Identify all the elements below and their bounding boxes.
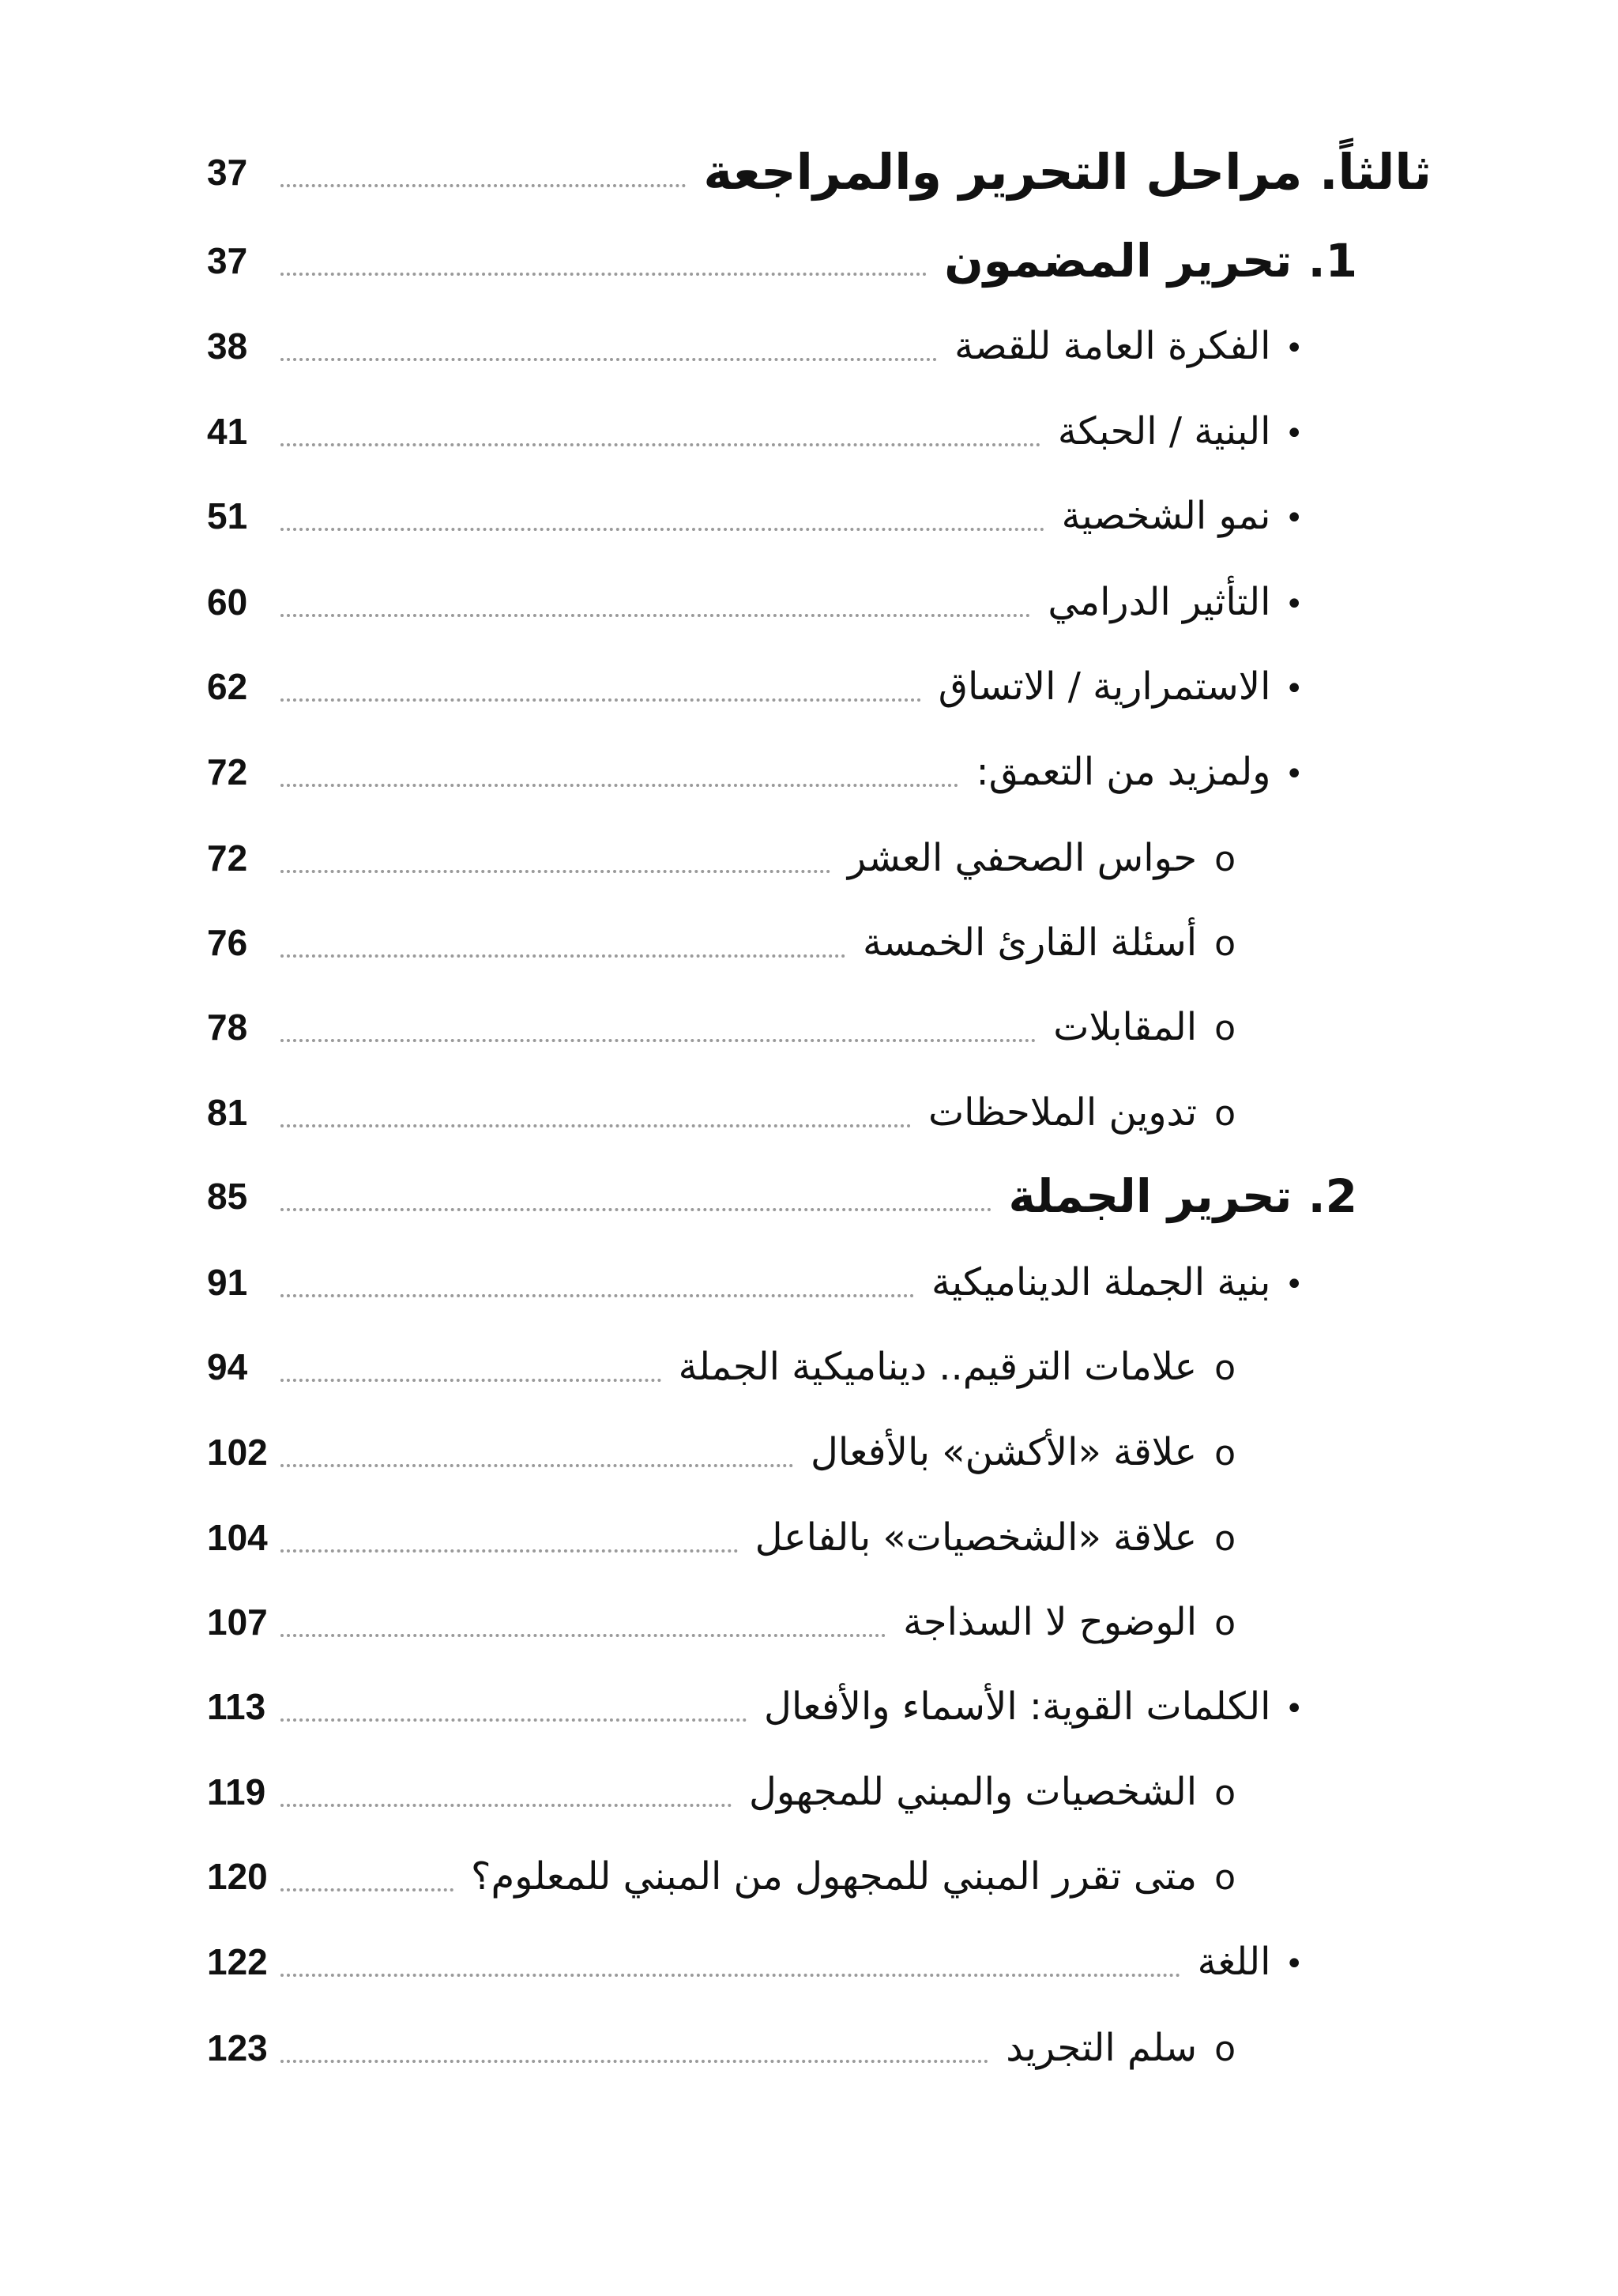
toc-dot-leader bbox=[280, 954, 845, 958]
toc-entry-text: أسئلة القارئ الخمسة bbox=[863, 920, 1198, 965]
toc-bullet-icon: o bbox=[1214, 1773, 1236, 1813]
toc-dot-leader bbox=[280, 1379, 661, 1382]
toc-bullet-icon: • bbox=[1285, 586, 1304, 623]
toc-page-number: 81 bbox=[207, 1092, 248, 1133]
toc-bullet-icon: o bbox=[1214, 2029, 1236, 2069]
toc-page-number: 37 bbox=[207, 152, 248, 193]
toc-entry-text: التأثير الدرامي bbox=[1048, 580, 1271, 624]
toc-dot-leader bbox=[280, 1549, 738, 1553]
toc-bullet-icon: • bbox=[1285, 1946, 1304, 1982]
toc-dot-leader bbox=[280, 1294, 914, 1297]
toc-entry-title bbox=[1062, 472, 1304, 559]
toc-entry-title bbox=[954, 303, 1304, 390]
toc-entry-text: الفكرة العامة للقصة bbox=[954, 324, 1271, 368]
toc-entry-text: المقابلات bbox=[1053, 1005, 1198, 1049]
toc-entry-text: الاستمرارية / الاتساق bbox=[938, 664, 1271, 709]
toc-dot-leader bbox=[280, 1039, 1036, 1042]
toc-bullet-icon: o bbox=[1214, 1603, 1236, 1643]
toc-entry-title bbox=[928, 1069, 1236, 1156]
toc-entry bbox=[0, 643, 1618, 730]
toc-page-number: 37 bbox=[207, 240, 248, 281]
toc-bullet-icon: • bbox=[1285, 330, 1304, 367]
toc-entry-title bbox=[903, 1579, 1236, 1666]
toc-entry-text: 1. تحرير المضمون bbox=[944, 234, 1357, 288]
toc-page-number: 72 bbox=[207, 751, 248, 792]
toc-entry bbox=[0, 2004, 1618, 2091]
toc-page-number: 123 bbox=[207, 2027, 268, 2068]
toc-page-number: 91 bbox=[207, 1262, 248, 1303]
toc-entry-text: اللغة bbox=[1197, 1940, 1271, 1984]
toc-entry bbox=[0, 129, 1618, 216]
toc-entry bbox=[0, 388, 1618, 475]
toc-entry bbox=[0, 217, 1618, 304]
toc-entry-text: الشخصيات والمبني للمجهول bbox=[748, 1770, 1198, 1814]
toc-entry bbox=[0, 1323, 1618, 1410]
toc-entry-title bbox=[811, 1409, 1236, 1496]
toc-bullet-icon: o bbox=[1214, 839, 1236, 879]
toc-bullet-icon: o bbox=[1214, 1008, 1236, 1048]
toc-page-number: 76 bbox=[207, 922, 248, 963]
toc-page-number: 107 bbox=[207, 1602, 268, 1643]
toc-dot-leader bbox=[280, 2060, 988, 2063]
toc-entry-title bbox=[1198, 1918, 1304, 2005]
toc-bullet-icon: o bbox=[1214, 1348, 1236, 1388]
toc-entry bbox=[0, 1663, 1618, 1750]
toc-entry-title bbox=[976, 728, 1304, 815]
toc-entry bbox=[0, 899, 1618, 986]
toc-entry-text: ولمزيد من التعمق: bbox=[976, 750, 1271, 794]
toc-entry-title bbox=[471, 1833, 1236, 1920]
toc-entry bbox=[0, 1494, 1618, 1581]
toc-dot-leader bbox=[280, 1974, 1180, 1977]
toc-page-number: 85 bbox=[207, 1176, 248, 1217]
toc-entry-title bbox=[703, 129, 1432, 216]
toc-page-number: 122 bbox=[207, 1941, 268, 1982]
toc-bullet-icon: o bbox=[1214, 1433, 1236, 1474]
toc-dot-leader bbox=[280, 1208, 991, 1211]
toc-page-number: 41 bbox=[207, 411, 248, 452]
toc-entry-title bbox=[764, 1663, 1304, 1750]
toc-entry-text: متى تقرر المبني للمجهول من المبني للمعلوم؟ bbox=[471, 1854, 1198, 1899]
toc-bullet-icon: o bbox=[1214, 1093, 1236, 1134]
toc-dot-leader bbox=[280, 443, 1040, 446]
toc-bullet-icon: • bbox=[1285, 1267, 1304, 1303]
toc-dot-leader bbox=[280, 1888, 453, 1891]
toc-dot-leader bbox=[280, 1634, 886, 1637]
toc-bullet-icon: • bbox=[1285, 1691, 1304, 1727]
toc-bullet-icon: o bbox=[1214, 1858, 1236, 1898]
toc-entry bbox=[0, 559, 1618, 646]
toc-entry bbox=[0, 1748, 1618, 1835]
toc-page-number: 94 bbox=[207, 1346, 248, 1387]
toc-entry-title bbox=[749, 1748, 1236, 1835]
toc-page-number: 62 bbox=[207, 666, 248, 707]
toc-entry bbox=[0, 815, 1618, 901]
toc-entry-title bbox=[1006, 2004, 1236, 2091]
toc-entry bbox=[0, 1409, 1618, 1496]
toc-dot-leader bbox=[280, 698, 921, 702]
toc-entry-title bbox=[848, 815, 1236, 901]
toc-dot-leader bbox=[280, 870, 830, 873]
toc-entry bbox=[0, 303, 1618, 390]
toc-entry bbox=[0, 1579, 1618, 1666]
toc-dot-leader bbox=[280, 1124, 911, 1127]
toc-page-number: 78 bbox=[207, 1007, 248, 1048]
toc-entry-title bbox=[1053, 984, 1236, 1071]
toc-entry-text: ثالثاً. مراحل التحرير والمراجعة bbox=[703, 143, 1432, 201]
toc-entry-text: الوضوح لا السذاجة bbox=[903, 1600, 1198, 1644]
toc-entry bbox=[0, 1918, 1618, 2005]
toc-dot-leader bbox=[280, 273, 927, 276]
toc-entry-title bbox=[1009, 1153, 1358, 1240]
toc-entry-text: حواس الصحفي العشر bbox=[847, 836, 1198, 880]
toc-entry-title bbox=[944, 217, 1357, 304]
toc-bullet-icon: • bbox=[1285, 756, 1304, 792]
toc-entry-text: البنية / الحبكة bbox=[1057, 409, 1271, 454]
toc-page-number: 119 bbox=[207, 1771, 266, 1812]
toc-entry bbox=[0, 984, 1618, 1071]
toc-bullet-icon: • bbox=[1285, 500, 1304, 536]
toc-entry bbox=[0, 1239, 1618, 1326]
toc-entry bbox=[0, 1069, 1618, 1156]
toc-bullet-icon: • bbox=[1285, 671, 1304, 707]
toc-dot-leader bbox=[280, 184, 686, 187]
toc-page-number: 102 bbox=[207, 1432, 268, 1473]
toc-page-number: 72 bbox=[207, 837, 248, 879]
toc-dot-leader bbox=[280, 1718, 747, 1722]
toc-entry-title bbox=[863, 899, 1236, 986]
toc-page-number: 113 bbox=[207, 1686, 266, 1727]
toc-entry-title bbox=[755, 1494, 1236, 1581]
toc-entry-text: علاقة «الأكشن» بالأفعال bbox=[810, 1430, 1198, 1474]
toc-entry-title bbox=[679, 1323, 1236, 1410]
toc-entry bbox=[0, 1833, 1618, 1920]
toc-entry-text: الكلمات القوية: الأسماء والأفعال bbox=[764, 1684, 1271, 1729]
toc-dot-leader bbox=[280, 1804, 732, 1807]
toc-page-number: 51 bbox=[207, 495, 248, 536]
toc-page-number: 38 bbox=[207, 326, 248, 367]
toc-page-number: 104 bbox=[207, 1517, 268, 1558]
toc-entry-text: تدوين الملاحظات bbox=[928, 1090, 1198, 1135]
toc-bullet-icon: o bbox=[1214, 1519, 1236, 1559]
toc-dot-leader bbox=[280, 358, 937, 361]
toc-dot-leader bbox=[280, 528, 1044, 531]
toc-page-number: 60 bbox=[207, 582, 248, 623]
toc-entry bbox=[0, 472, 1618, 559]
toc-page-number: 120 bbox=[207, 1856, 268, 1897]
toc-entry-title bbox=[1048, 559, 1304, 646]
toc-dot-leader bbox=[280, 784, 958, 787]
toc-entry-text: نمو الشخصية bbox=[1061, 494, 1271, 538]
toc-dot-leader bbox=[280, 1464, 793, 1467]
toc-entry-text: 2. تحرير الجملة bbox=[1008, 1169, 1357, 1223]
toc-bullet-icon: • bbox=[1285, 416, 1304, 452]
toc-entry-title bbox=[939, 643, 1304, 730]
toc-entry-text: علامات الترقيم.. ديناميكية الجملة bbox=[678, 1345, 1198, 1389]
toc-entry bbox=[0, 728, 1618, 815]
toc-entry-text: بنية الجملة الديناميكية bbox=[931, 1260, 1271, 1304]
toc-bullet-icon: o bbox=[1214, 924, 1236, 964]
toc-entry-title bbox=[931, 1239, 1304, 1326]
toc-entry-text: علاقة «الشخصيات» بالفاعل bbox=[754, 1515, 1198, 1560]
toc-entry-title bbox=[1058, 388, 1304, 475]
toc-dot-leader bbox=[280, 614, 1030, 617]
toc-entry bbox=[0, 1153, 1618, 1240]
toc-entry-text: سلم التجريد bbox=[1006, 2026, 1198, 2070]
